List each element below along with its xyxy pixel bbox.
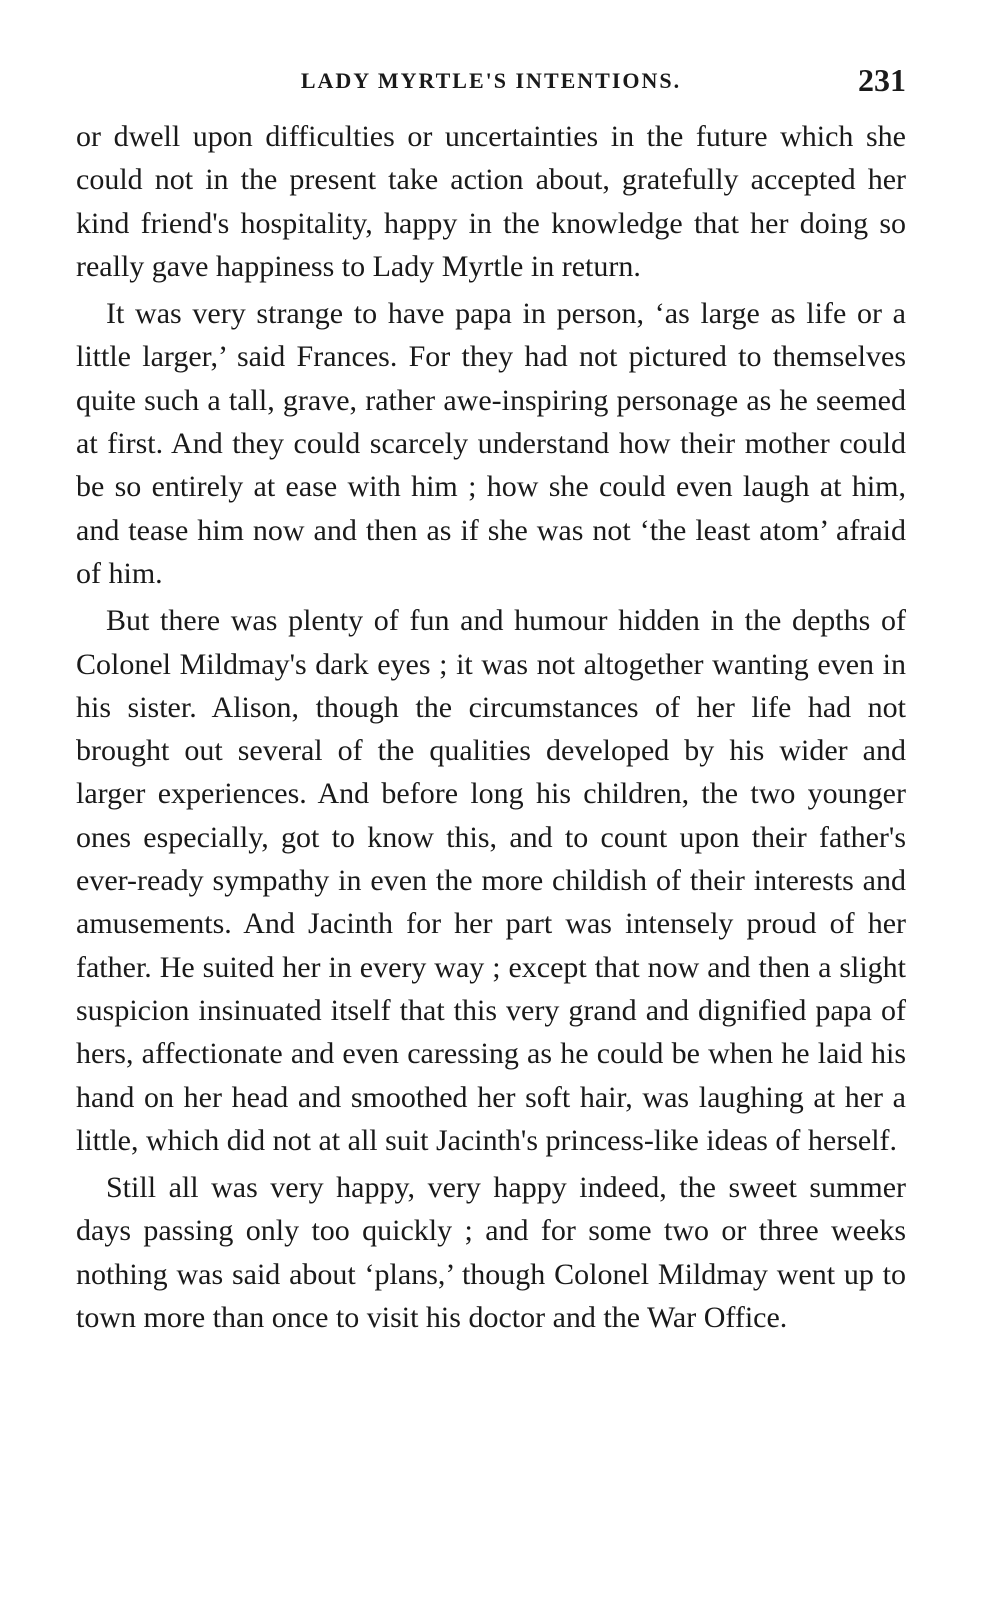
page-number: 231: [858, 62, 906, 98]
running-head: [76, 62, 906, 102]
paragraph-1: or dwell upon difficulties or uncertainties in the future which she could not in the present take action about, gratefully accepted her kind friend's hospitality, happy in the knowledge that her doing so really gave happiness to Lady Myrtle in return.: [76, 120, 906, 283]
paragraph-2: It was very strange to have papa in person, ‘as large as life or a little larger,’ said Frances. For they had not pictured to themselves quite such a tall, grave, rather awe-inspiring personage as he seemed at first. And they could scarcely understand how their mother could be so entirely at ease with him ; how she could even laugh at him, and tease him now and then as if she was not ‘the least atom’ afraid of him.: [76, 297, 906, 590]
running-title: LADY MYRTLE'S INTENTIONS.: [300, 68, 682, 93]
paragraph-3: But there was plenty of fun and humour hidden in the depths of Colonel Mildmay's dark eyes ; it was not altogether wanting even in his sister. Alison, though the circumstances of her life had not brought out several of the qualities developed by his wider and larger experiences. And before long his children, the two younger ones especially, got to know this, and to count upon their father's ever-ready sympathy in even the more childish of their interests and amusements. And Jacinth for her part was intensely proud of her father. He suited her in every way ; except that now and then a slight suspicion insinuated itself that this very grand and dignified papa of hers, affectionate and even caressing as he could be when he laid his hand on her head and smoothed her soft hair, was laughing at her a little, which did not at all suit Jacinth's princess-like ideas of herself.: [76, 604, 906, 1157]
body-text: [76, 115, 906, 1343]
paragraph-4: Still all was very happy, very happy indeed, the sweet summer days passing only too quickly ; and for some two or three weeks nothing was said about ‘plans,’ though Colonel Mildmay went up to town more than once to visit his doctor and the War Office.: [76, 1171, 906, 1335]
